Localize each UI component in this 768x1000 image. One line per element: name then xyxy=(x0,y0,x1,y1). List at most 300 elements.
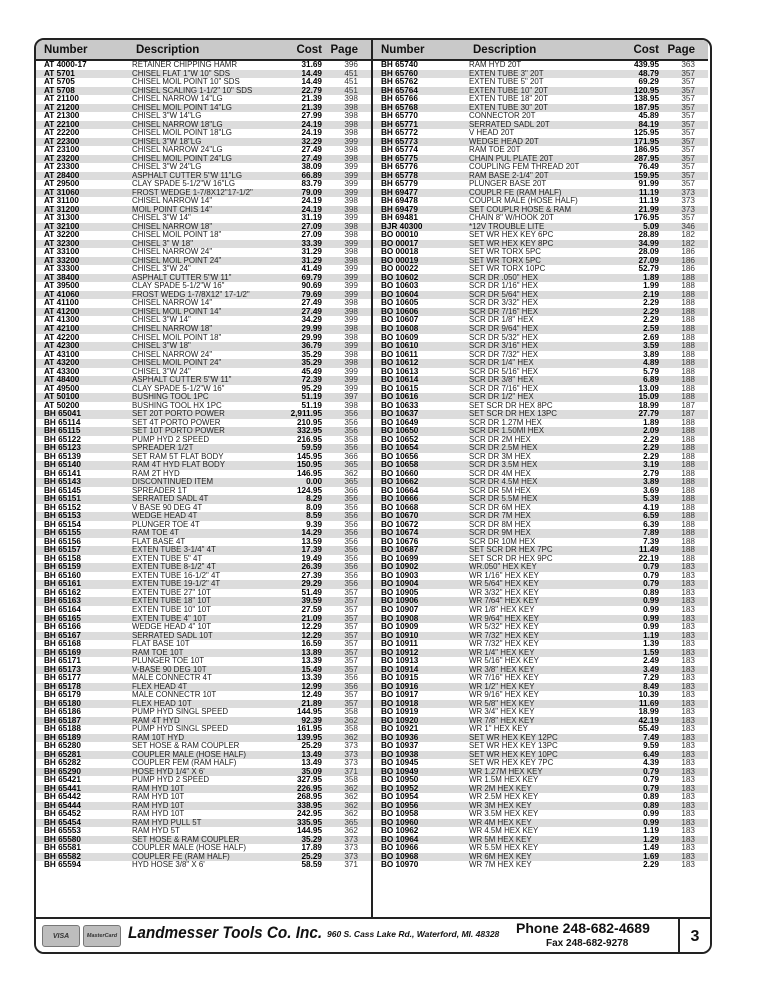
company-address: 960 S. Cass Lake Rd., Waterford, MI. 48328 xyxy=(327,929,500,939)
item-page: 399 xyxy=(344,180,358,189)
table-row xyxy=(373,615,708,624)
table-row xyxy=(36,189,371,198)
table-row xyxy=(36,444,371,453)
item-page: 399 xyxy=(344,137,358,146)
item-number: BH 65442 xyxy=(44,793,81,802)
item-number: BH 65168 xyxy=(44,640,81,649)
table-row xyxy=(373,461,708,470)
table-row xyxy=(373,512,708,521)
item-page: 357 xyxy=(344,640,358,649)
item-cost: 0.99 xyxy=(643,818,659,827)
item-cost: 3.59 xyxy=(643,342,659,351)
item-description: EXTEN TUBE 5" 20T xyxy=(469,78,544,87)
item-description: SET WR TORX 10PC xyxy=(469,265,546,274)
item-number: BO 10699 xyxy=(381,554,419,563)
item-number: BO 10608 xyxy=(381,324,419,333)
item-cost: 3.19 xyxy=(643,461,659,470)
item-cost: 10.39 xyxy=(638,691,659,700)
item-cost: 0.89 xyxy=(643,588,659,597)
item-page: 356 xyxy=(344,554,358,563)
item-cost: 150.95 xyxy=(296,461,322,470)
item-cost: 287.95 xyxy=(633,154,659,163)
item-description: RAM HYD PULL 5T xyxy=(132,818,202,827)
item-page: 188 xyxy=(681,342,695,351)
item-page: 398 xyxy=(344,231,358,240)
item-page: 357 xyxy=(681,112,695,121)
item-number: AT 41200 xyxy=(44,307,80,316)
item-page: 183 xyxy=(681,767,695,776)
item-page: 356 xyxy=(344,418,358,427)
table-row xyxy=(36,368,371,377)
item-number: BO 10650 xyxy=(381,427,419,436)
table-row xyxy=(373,214,708,223)
item-description: EXTEN TUBE 3-1/4" 4T xyxy=(132,546,216,555)
item-description: EXTEN TUBE 10" 20T xyxy=(469,86,548,95)
item-page: 356 xyxy=(344,580,358,589)
item-cost: 38.09 xyxy=(301,163,322,172)
item-page: 183 xyxy=(681,844,695,853)
item-number: BH 65140 xyxy=(44,461,81,470)
item-description: PUMP HYD 2 SPEED xyxy=(132,435,210,444)
table-row xyxy=(373,427,708,436)
mastercard-icon: MasterCard xyxy=(83,925,121,947)
item-cost: 8.29 xyxy=(306,495,322,504)
table-row xyxy=(36,606,371,615)
item-description: WR 7M HEX KEY xyxy=(469,861,532,870)
item-page: 362 xyxy=(344,801,358,810)
item-description: SET WR HEX KEY 10PC xyxy=(469,750,558,759)
item-cost: 1.19 xyxy=(643,827,659,836)
item-page: 356 xyxy=(344,512,358,521)
item-description: WR 2.5M HEX KEY xyxy=(469,793,539,802)
item-description: RAM 10T HYD xyxy=(132,733,185,742)
table-row xyxy=(36,138,371,147)
item-number: AT 41300 xyxy=(44,316,80,325)
table-row xyxy=(36,351,371,360)
item-number: BH 65164 xyxy=(44,606,81,614)
item-page: 357 xyxy=(681,146,695,155)
item-description: SCR DR 4M HEX xyxy=(469,469,531,478)
item-page: 183 xyxy=(681,776,695,785)
item-cost: 2.29 xyxy=(643,444,659,453)
item-page: 357 xyxy=(681,69,695,78)
item-description: CHISEL 3"W 14" xyxy=(132,316,191,325)
item-description: PLUNGER TOE 4T xyxy=(132,520,200,529)
item-description: BUSHING TOOL HX 1PC xyxy=(132,401,222,410)
item-page: 451 xyxy=(344,69,358,78)
item-number: AT 32100 xyxy=(44,222,80,231)
item-number: BH 65145 xyxy=(44,486,81,495)
item-number: BH 65114 xyxy=(44,418,81,427)
item-description: EXTEN TUBE 19-1/2" 4T xyxy=(132,580,221,589)
item-page: 183 xyxy=(681,606,695,614)
item-description: RAM HYD 10T xyxy=(132,801,185,810)
item-cost: 31.29 xyxy=(301,248,322,257)
item-description: WR 6M HEX KEY xyxy=(469,852,532,861)
item-number: BO 10903 xyxy=(381,571,419,580)
table-row xyxy=(373,674,708,683)
table-row xyxy=(373,649,708,658)
table-row xyxy=(373,70,708,79)
item-description: RAM 4T HYD xyxy=(132,716,180,725)
header-page: Page xyxy=(667,43,695,56)
item-number: BH 65115 xyxy=(44,427,81,436)
table-row xyxy=(373,138,708,147)
table-row xyxy=(36,78,371,87)
table-row xyxy=(36,61,371,70)
item-number: BO 10938 xyxy=(381,750,419,759)
item-page: 183 xyxy=(681,665,695,674)
item-number: BH 65773 xyxy=(381,137,418,146)
item-number: BH 65778 xyxy=(381,171,418,180)
table-row xyxy=(373,146,708,155)
item-description: WR 3/4" HEX KEY xyxy=(469,708,535,717)
item-cost: 7.89 xyxy=(643,529,659,538)
item-description: SET 10T PORTO POWER xyxy=(132,427,225,436)
item-number: BO 10904 xyxy=(381,580,419,589)
table-row xyxy=(36,393,371,402)
item-description: SCR DR 3/32" HEX xyxy=(469,299,539,308)
table-row xyxy=(36,257,371,266)
item-cost: 29.29 xyxy=(301,580,322,589)
table-row xyxy=(36,589,371,598)
item-description: CHISEL SCALING 1-1/2" 10" SDS xyxy=(132,86,253,95)
item-page: 373 xyxy=(344,742,358,751)
item-number: BH 65452 xyxy=(44,810,81,819)
item-page: 188 xyxy=(681,427,695,436)
item-cost: 5.09 xyxy=(643,222,659,231)
header-number: Number xyxy=(381,43,425,56)
table-row xyxy=(373,546,708,555)
item-number: BH 65157 xyxy=(44,546,81,555)
item-number: AT 43200 xyxy=(44,359,80,368)
item-cost: 52.79 xyxy=(638,265,659,274)
item-cost: 9.59 xyxy=(643,742,659,751)
item-cost: 6.59 xyxy=(643,512,659,521)
item-page: 182 xyxy=(681,231,695,240)
item-cost: 2.09 xyxy=(643,427,659,436)
item-page: 188 xyxy=(681,333,695,342)
table-row xyxy=(36,597,371,606)
item-number: BO 10917 xyxy=(381,691,419,700)
table-row xyxy=(373,282,708,291)
table-row xyxy=(373,708,708,717)
left-column xyxy=(36,40,371,917)
item-cost: 92.39 xyxy=(301,716,322,725)
item-description: MALE CONNECTR 10T xyxy=(132,691,217,700)
item-description: SET SCR DR HEX 7PC xyxy=(469,546,553,555)
item-description: CHISEL 3"W 24" xyxy=(132,367,191,376)
table-row xyxy=(36,436,371,445)
item-description: SCR DR 10M HEX xyxy=(469,537,536,546)
item-page: 398 xyxy=(344,359,358,368)
item-number: BH 65186 xyxy=(44,708,81,717)
item-description: SET RAM 5T FLAT BODY xyxy=(132,452,224,461)
item-page: 356 xyxy=(344,427,358,436)
item-number: BH 65155 xyxy=(44,529,81,538)
item-cost: 29.99 xyxy=(301,324,322,333)
table-row xyxy=(373,325,708,334)
table-row xyxy=(373,759,708,768)
item-cost: 13.49 xyxy=(301,759,322,768)
item-page: 188 xyxy=(681,520,695,529)
item-number: BO 10604 xyxy=(381,290,419,299)
item-number: BO 10614 xyxy=(381,376,419,385)
item-page: 398 xyxy=(344,350,358,359)
item-number: BH 65160 xyxy=(44,571,81,580)
item-description: WR 1/16" HEX KEY xyxy=(469,571,539,580)
item-cost: 33.39 xyxy=(301,239,322,248)
item-description: SCR DR 7M HEX xyxy=(469,512,531,521)
item-cost: 39.59 xyxy=(301,597,322,606)
item-number: BH 65775 xyxy=(381,154,418,163)
item-page: 356 xyxy=(344,563,358,572)
item-page: 188 xyxy=(681,546,695,555)
company-name: Landmesser Tools Co. Inc. xyxy=(128,923,323,942)
item-page: 356 xyxy=(344,444,358,453)
item-number: BH 65171 xyxy=(44,657,81,666)
item-cost: 139.95 xyxy=(296,733,322,742)
item-page: 188 xyxy=(681,350,695,359)
item-number: BO 10602 xyxy=(381,273,419,282)
item-page: 188 xyxy=(681,495,695,504)
item-cost: 8.49 xyxy=(643,682,659,691)
item-cost: 42.19 xyxy=(638,716,659,725)
item-page: 357 xyxy=(681,137,695,146)
item-cost: 335.95 xyxy=(296,818,322,827)
item-number: BH 65163 xyxy=(44,597,81,606)
item-page: 371 xyxy=(344,861,358,870)
header-cost: Cost xyxy=(296,43,322,56)
item-number: BH 65581 xyxy=(44,844,81,853)
item-description: WR 7/32" HEX KEY xyxy=(469,640,539,649)
item-page: 357 xyxy=(681,154,695,163)
item-cost: 1.89 xyxy=(643,273,659,282)
table-row xyxy=(373,197,708,206)
item-description: CONNECTOR 20T xyxy=(469,112,536,121)
item-description: CHISEL NARROW 24" xyxy=(132,350,213,359)
item-description: RAM 4T HYD FLAT BODY xyxy=(132,461,225,470)
item-page: 398 xyxy=(344,256,358,265)
item-page: 183 xyxy=(681,682,695,691)
item-page: 373 xyxy=(344,759,358,768)
table-row xyxy=(36,87,371,96)
item-number: BH 65139 xyxy=(44,452,81,461)
item-description: PUMP HYD 2 SPEED xyxy=(132,776,210,785)
item-cost: 216.95 xyxy=(296,435,322,444)
item-description: SCR DR 1.27M HEX xyxy=(469,418,542,427)
item-page: 357 xyxy=(344,606,358,614)
item-cost: 13.49 xyxy=(301,750,322,759)
table-row xyxy=(36,282,371,291)
item-cost: 58.59 xyxy=(301,861,322,870)
item-description: CHISEL 3"W 18" xyxy=(132,342,191,351)
table-row xyxy=(373,155,708,164)
item-page: 399 xyxy=(344,384,358,393)
item-page: 357 xyxy=(681,129,695,138)
item-number: BO 10956 xyxy=(381,801,419,810)
item-cost: 14.29 xyxy=(301,529,322,538)
item-page: 188 xyxy=(681,393,695,402)
item-description: CHISEL NARROW 14" xyxy=(132,197,213,206)
item-page: 362 xyxy=(344,733,358,742)
item-cost: 27.99 xyxy=(301,112,322,121)
item-page: 188 xyxy=(681,444,695,453)
table-row xyxy=(373,776,708,785)
item-cost: 51.49 xyxy=(301,588,322,597)
item-description: WR 5/32" HEX KEY xyxy=(469,623,539,632)
table-row xyxy=(373,453,708,462)
item-number: BO 10910 xyxy=(381,631,419,640)
item-cost: 21.39 xyxy=(301,103,322,112)
table-row xyxy=(36,325,371,334)
item-number: BO 10968 xyxy=(381,852,419,861)
item-cost: 7.39 xyxy=(643,537,659,546)
item-number: BO 10920 xyxy=(381,716,419,725)
item-description: SPREADER 1/2T xyxy=(132,444,194,453)
table-row xyxy=(373,231,708,240)
item-description: SET WR HEX KEY 12PC xyxy=(469,733,558,742)
item-cost: 31.29 xyxy=(301,256,322,265)
item-page: 357 xyxy=(681,120,695,129)
item-number: BH 65582 xyxy=(44,852,81,861)
item-number: BO 10616 xyxy=(381,393,419,402)
item-description: WR 1/8" HEX KEY xyxy=(469,606,535,614)
item-description: WR 5M HEX KEY xyxy=(469,835,532,844)
table-row xyxy=(373,78,708,87)
item-cost: 338.95 xyxy=(296,801,322,810)
item-page: 365 xyxy=(344,461,358,470)
table-row xyxy=(36,308,371,317)
table-row xyxy=(36,861,371,870)
table-row xyxy=(373,810,708,819)
item-page: 358 xyxy=(344,725,358,734)
item-page: 188 xyxy=(681,486,695,495)
item-cost: 69.79 xyxy=(301,273,322,282)
item-page: 188 xyxy=(681,503,695,512)
item-number: BO 10658 xyxy=(381,461,419,470)
item-cost: 95.29 xyxy=(301,384,322,393)
item-cost: 2.69 xyxy=(643,333,659,342)
item-description: SCR DR 6M HEX xyxy=(469,503,531,512)
item-cost: 13.89 xyxy=(301,648,322,657)
item-description: RAM HYD 10T xyxy=(132,793,185,802)
item-page: 356 xyxy=(344,682,358,691)
item-number: AT 5701 xyxy=(44,69,75,78)
table-row xyxy=(373,359,708,368)
item-description: WR 5/64" HEX KEY xyxy=(469,580,539,589)
table-row xyxy=(373,257,708,266)
item-description: RETAINER CHIPPING HAMR xyxy=(132,61,238,69)
item-number: AT 21100 xyxy=(44,95,79,104)
item-page: 183 xyxy=(681,835,695,844)
item-cost: 327.95 xyxy=(296,776,322,785)
item-description: CLAY SPADE 5-1/2"W 16"LG xyxy=(132,180,235,189)
item-description: WR 4M HEX KEY xyxy=(469,818,532,827)
table-row xyxy=(36,70,371,79)
table-row xyxy=(36,632,371,641)
table-row xyxy=(36,231,371,240)
item-number: BO 10611 xyxy=(381,350,418,359)
item-page: 188 xyxy=(681,299,695,308)
item-cost: 159.95 xyxy=(633,171,659,180)
item-number: BO 10605 xyxy=(381,299,419,308)
item-number: AT 41100 xyxy=(44,299,79,308)
item-description: CHISEL 3"W 14"LG xyxy=(132,112,202,121)
item-number: AT 38400 xyxy=(44,273,80,282)
item-number: AT 5708 xyxy=(44,86,75,95)
item-description: CHISEL 3" W 18" xyxy=(132,239,194,248)
item-cost: 29.99 xyxy=(301,333,322,342)
item-page: 399 xyxy=(344,214,358,223)
item-number: BO 10921 xyxy=(381,725,419,734)
item-cost: 28.89 xyxy=(638,231,659,240)
table-row xyxy=(36,104,371,113)
item-description: SET COUPLR HOSE & RAM xyxy=(469,205,572,214)
item-number: BO 10676 xyxy=(381,537,419,546)
item-cost: 186.95 xyxy=(633,146,659,155)
item-number: BO 10908 xyxy=(381,614,419,623)
item-page: 188 xyxy=(681,478,695,487)
item-description: WEDGE HEAD 20T xyxy=(469,137,539,146)
item-number: AT 22300 xyxy=(44,137,80,146)
item-number: BO 10615 xyxy=(381,384,419,393)
item-description: WR 7/8" HEX KEY xyxy=(469,716,535,725)
table-row xyxy=(373,606,708,615)
item-description: HOSE HYD 1/4" X 6' xyxy=(132,767,205,776)
item-description: COUPLER FE (RAM HALF) xyxy=(132,852,230,861)
page-number: 3 xyxy=(678,919,710,954)
header-description: Description xyxy=(473,43,537,56)
item-page: 188 xyxy=(681,537,695,546)
item-description: RAM HYD 5T xyxy=(132,827,180,836)
item-number: BH 69481 xyxy=(381,214,418,223)
table-row xyxy=(36,316,371,325)
table-row xyxy=(373,436,708,445)
item-number: BO 10970 xyxy=(381,861,419,870)
item-page: 356 xyxy=(344,495,358,504)
table-row xyxy=(36,555,371,564)
item-number: BH 65151 xyxy=(44,495,81,504)
item-page: 358 xyxy=(344,708,358,717)
item-number: AT 42200 xyxy=(44,333,80,342)
item-page: 183 xyxy=(681,699,695,708)
item-cost: 6.89 xyxy=(643,376,659,385)
table-row xyxy=(373,563,708,572)
item-page: 188 xyxy=(681,324,695,333)
table-row xyxy=(373,368,708,377)
table-row xyxy=(36,155,371,164)
item-page: 187 xyxy=(681,401,695,410)
table-row xyxy=(373,597,708,606)
item-page: 398 xyxy=(344,205,358,214)
item-description: CHISEL MOIL POINT 18" xyxy=(132,333,222,342)
item-number: BO 10907 xyxy=(381,606,419,614)
table-row xyxy=(36,146,371,155)
table-row xyxy=(36,274,371,283)
item-page: 357 xyxy=(344,665,358,674)
item-cost: 22.19 xyxy=(638,554,659,563)
item-page: 346 xyxy=(681,222,695,231)
item-description: EXTEN TUBE 10" 10T xyxy=(132,606,211,614)
item-page: 357 xyxy=(681,180,695,189)
table-row xyxy=(36,240,371,249)
item-cost: 0.99 xyxy=(643,614,659,623)
item-description: RAM 2T HYD xyxy=(132,469,180,478)
table-row xyxy=(373,265,708,274)
item-cost: 35.09 xyxy=(301,767,322,776)
right-column-header xyxy=(373,40,708,61)
